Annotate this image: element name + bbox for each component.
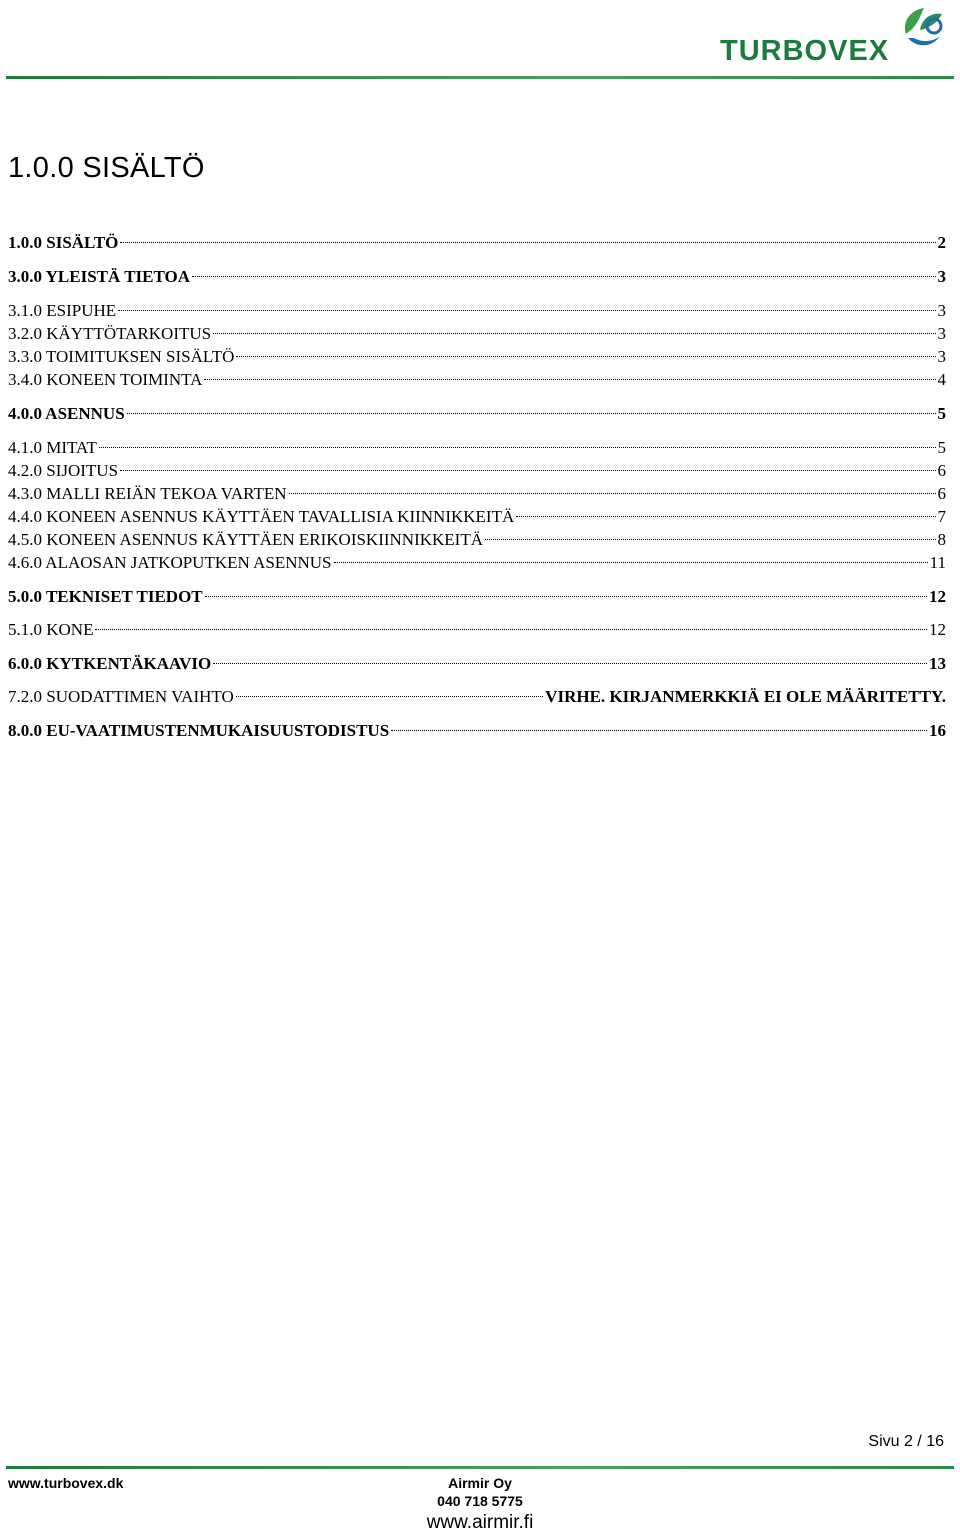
toc-entry-label: 3.1.0 ESIPUHE bbox=[8, 301, 117, 320]
toc-entry-page: 8 bbox=[937, 530, 946, 549]
footer-phone: 040 718 5775 bbox=[437, 1493, 523, 1509]
toc-entry[interactable] bbox=[8, 586, 946, 608]
toc-entry-page: 12 bbox=[929, 620, 946, 639]
toc-entry-page: 12 bbox=[929, 587, 946, 606]
toc-leader-dots bbox=[485, 538, 935, 540]
toc-entry[interactable] bbox=[8, 720, 946, 742]
toc-entry[interactable] bbox=[8, 686, 946, 708]
toc-entry[interactable] bbox=[8, 232, 946, 254]
toc-entry-page: 11 bbox=[929, 553, 946, 572]
footer-web-link[interactable]: www.airmir.fi bbox=[426, 1512, 534, 1533]
toc-entry-label: 7.2.0 SUODATTIMEN VAIHTO bbox=[8, 687, 234, 706]
toc-entry-label: 3.3.0 TOIMITUKSEN SISÄLTÖ bbox=[8, 347, 235, 366]
toc-entry-label: 4.0.0 ASENNUS bbox=[8, 404, 125, 423]
toc-leader-dots bbox=[289, 492, 936, 494]
header-rule bbox=[6, 76, 954, 79]
toc-entry[interactable] bbox=[8, 346, 946, 368]
footer-contact bbox=[380, 1474, 580, 1535]
toc-leader-dots bbox=[118, 309, 935, 311]
leaf-swirl-icon bbox=[898, 4, 946, 50]
toc-entry[interactable] bbox=[8, 506, 946, 528]
toc-entry-page: 3 bbox=[937, 301, 946, 320]
turbovex-logo bbox=[720, 4, 952, 66]
toc-entry-label: 4.3.0 MALLI REIÄN TEKOA VARTEN bbox=[8, 484, 287, 503]
toc-leader-dots bbox=[236, 355, 935, 357]
toc-entry-page: 2 bbox=[937, 233, 946, 252]
toc-entry-label: 3.0.0 YLEISTÄ TIETOA bbox=[8, 267, 191, 286]
toc-entry[interactable] bbox=[8, 300, 946, 322]
toc-entry-label: 4.2.0 SIJOITUS bbox=[8, 461, 119, 480]
footer-rule bbox=[6, 1466, 954, 1469]
toc-entry[interactable] bbox=[8, 653, 946, 675]
toc-entry-page: 3 bbox=[937, 267, 946, 286]
toc-leader-dots bbox=[213, 332, 935, 334]
toc-entry-error: VIRHE. KIRJANMERKKIÄ EI OLE MÄÄRITETTY. bbox=[545, 687, 946, 706]
toc-entry[interactable] bbox=[8, 460, 946, 482]
toc-entry[interactable] bbox=[8, 552, 946, 574]
toc-entry-page: 7 bbox=[937, 507, 946, 526]
toc-leader-dots bbox=[95, 628, 927, 630]
page-indicator: Sivu 2 / 16 bbox=[868, 1433, 944, 1450]
toc-entry-label: 5.0.0 TEKNISET TIEDOT bbox=[8, 587, 203, 606]
footer-company: Airmir Oy bbox=[448, 1475, 512, 1491]
toc-entry-label: 4.4.0 KONEEN ASENNUS KÄYTTÄEN TAVALLISIA KIINNIKKEITÄ bbox=[8, 507, 515, 526]
toc-entry-label: 4.5.0 KONEEN ASENNUS KÄYTTÄEN ERIKOISKIINNIKKEITÄ bbox=[8, 530, 484, 549]
toc-entry-label: 4.1.0 MITAT bbox=[8, 438, 97, 457]
toc-entry[interactable] bbox=[8, 323, 946, 345]
logo-text: TURBOVEX bbox=[720, 35, 890, 67]
page-title: 1.0.0 SISÄLTÖ bbox=[8, 152, 205, 184]
toc-entry[interactable] bbox=[8, 403, 946, 425]
toc-leader-dots bbox=[334, 561, 928, 563]
toc-leader-dots bbox=[213, 662, 927, 664]
toc-entry-label: 4.6.0 ALAOSAN JATKOPUTKEN ASENNUS bbox=[8, 553, 332, 572]
toc-entry-page: 5 bbox=[937, 404, 946, 423]
toc-entry[interactable] bbox=[8, 266, 946, 288]
toc-entry-page: 4 bbox=[937, 370, 946, 389]
toc-entry[interactable] bbox=[8, 437, 946, 459]
toc-entry-label: 3.2.0 KÄYTTÖTARKOITUS bbox=[8, 324, 212, 343]
toc-entry[interactable] bbox=[8, 369, 946, 391]
toc-entry-label: 8.0.0 EU-VAATIMUSTENMUKAISUUSTODISTUS bbox=[8, 721, 390, 740]
toc-leader-dots bbox=[516, 515, 935, 517]
toc-entry[interactable] bbox=[8, 483, 946, 505]
toc-entry-page: 6 bbox=[937, 461, 946, 480]
toc-leader-dots bbox=[204, 378, 935, 380]
toc-leader-dots bbox=[127, 412, 936, 414]
toc-leader-dots bbox=[205, 595, 927, 597]
toc-leader-dots bbox=[236, 695, 543, 697]
toc-entry-label: 6.0.0 KYTKENTÄKAAVIO bbox=[8, 654, 212, 673]
toc-entry-label: 5.1.0 KONE bbox=[8, 620, 94, 639]
toc-leader-dots bbox=[120, 241, 935, 243]
footer-url[interactable]: www.turbovex.dk bbox=[8, 1475, 124, 1491]
toc-entry-page: 13 bbox=[929, 654, 946, 673]
toc-entry-label: 1.0.0 SISÄLTÖ bbox=[8, 233, 119, 252]
toc-leader-dots bbox=[192, 275, 935, 277]
toc-entry-page: 3 bbox=[937, 347, 946, 366]
toc-entry-label: 3.4.0 KONEEN TOIMINTA bbox=[8, 370, 203, 389]
toc-entry[interactable] bbox=[8, 619, 946, 641]
toc-entry-page: 6 bbox=[937, 484, 946, 503]
toc-entry[interactable] bbox=[8, 529, 946, 551]
toc-leader-dots bbox=[120, 469, 935, 471]
toc-entry-page: 16 bbox=[929, 721, 946, 740]
toc-leader-dots bbox=[391, 729, 927, 731]
toc-entry-page: 3 bbox=[937, 324, 946, 343]
toc-entry-page: 5 bbox=[937, 438, 946, 457]
toc-leader-dots bbox=[99, 446, 936, 448]
